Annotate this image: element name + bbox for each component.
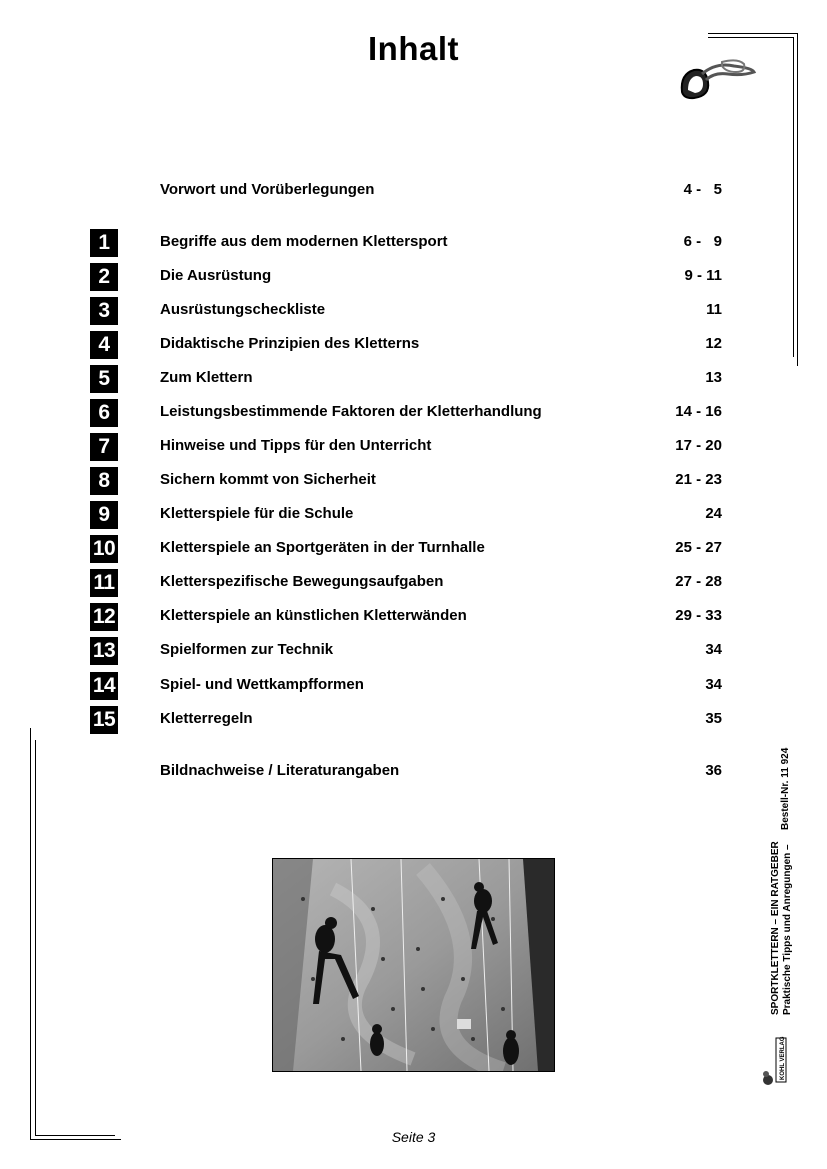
toc-entry-pages: 24 bbox=[705, 505, 722, 522]
chapter-number-badge: 8 bbox=[90, 467, 118, 495]
toc-entry-label: Bildnachweise / Literaturangaben bbox=[160, 762, 400, 779]
chapter-number-badge: 1 bbox=[90, 229, 118, 257]
toc-entry-pages: 34 bbox=[705, 641, 722, 658]
order-number: Bestell-Nr. 11 924 bbox=[780, 747, 791, 830]
chapter-number-badge: 5 bbox=[90, 365, 118, 393]
toc-entry[interactable] bbox=[0, 296, 827, 326]
toc-entry-pages: 4 - 5 bbox=[683, 181, 722, 198]
toc-entry-label: Die Ausrüstung bbox=[160, 267, 272, 284]
frame-left-vertical-inner bbox=[35, 740, 36, 1136]
chapter-number-badge: 7 bbox=[90, 433, 118, 461]
toc-entry-label: Spielformen zur Technik bbox=[160, 641, 334, 658]
toc-entry[interactable] bbox=[0, 602, 827, 632]
toc-entry-label: Sichern kommt von Sicherheit bbox=[160, 471, 376, 488]
toc-entry[interactable] bbox=[0, 568, 827, 598]
toc-entry-label: Zum Klettern bbox=[160, 369, 253, 386]
toc-entry[interactable] bbox=[0, 262, 827, 292]
page-number: Seite 3 bbox=[391, 1129, 436, 1145]
chapter-number-badge: 4 bbox=[90, 331, 118, 359]
chapter-number-badge: 2 bbox=[90, 263, 118, 291]
chapter-number-badge: 3 bbox=[90, 297, 118, 325]
toc-entry[interactable] bbox=[0, 364, 827, 394]
toc-entry-pages: 6 - 9 bbox=[683, 233, 722, 250]
toc-entry-pages: 17 - 20 bbox=[675, 437, 722, 454]
toc-entry[interactable] bbox=[0, 228, 827, 258]
toc-entry-pages: 21 - 23 bbox=[675, 471, 722, 488]
toc-entry-pages: 36 bbox=[705, 762, 722, 779]
toc-entry-label: Kletterregeln bbox=[160, 710, 253, 727]
toc-entry-label: Didaktische Prinzipien des Kletterns bbox=[160, 335, 420, 352]
publisher-name: KOHL VERLAG bbox=[780, 1036, 786, 1080]
page-title: Inhalt bbox=[368, 30, 459, 67]
toc-entry[interactable] bbox=[0, 534, 827, 564]
book-title-line: SPORTKLETTERN – EIN RATGEBER bbox=[770, 841, 781, 1015]
toc-entry-label: Leistungsbestimmende Faktoren der Kletterhandlung bbox=[160, 403, 542, 420]
toc-entry-pages: 27 - 28 bbox=[675, 573, 722, 590]
toc-entry-label: Spiel- und Wettkampfformen bbox=[160, 676, 364, 693]
toc-entry[interactable] bbox=[0, 432, 827, 462]
chapter-number-badge: 6 bbox=[90, 399, 118, 427]
toc-entry-pages: 14 - 16 bbox=[675, 403, 722, 420]
climbing-wall-image bbox=[273, 859, 554, 1071]
toc-entry-pages: 9 - 11 bbox=[684, 267, 722, 284]
toc-entry-label: Kletterspiele für die Schule bbox=[160, 505, 354, 522]
publisher-logo bbox=[760, 1030, 790, 1090]
toc-entry-label: Hinweise und Tipps für den Unterricht bbox=[160, 437, 432, 454]
toc-entry-label: Ausrüstungscheckliste bbox=[160, 301, 326, 318]
toc-entry[interactable] bbox=[0, 705, 827, 735]
toc-entry-label: Vorwort und Vorüberlegungen bbox=[160, 181, 375, 198]
toc-entry-outro[interactable] bbox=[0, 757, 827, 787]
chapter-number-badge: 11 bbox=[90, 569, 118, 597]
toc-entry-pages: 12 bbox=[705, 335, 722, 352]
toc-entry-pages: 25 - 27 bbox=[675, 539, 722, 556]
toc-entry-pages: 34 bbox=[705, 676, 722, 693]
chapter-number-badge: 15 bbox=[90, 706, 118, 734]
toc-entry-label: Begriffe aus dem modernen Klettersport bbox=[160, 233, 448, 250]
toc-entry-pages: 11 bbox=[706, 301, 722, 318]
chapter-number-badge: 14 bbox=[90, 672, 118, 700]
chapter-number-badge: 9 bbox=[90, 501, 118, 529]
book-subtitle bbox=[770, 841, 794, 1015]
toc-entry-label: Kletterspiele an künstlichen Kletterwänden bbox=[160, 607, 467, 624]
climbing-wall-photo bbox=[272, 858, 555, 1072]
toc-entry[interactable] bbox=[0, 671, 827, 701]
carabiner-icon bbox=[672, 52, 762, 104]
chapter-number-badge: 10 bbox=[90, 535, 118, 563]
toc-entry[interactable] bbox=[0, 398, 827, 428]
toc-entry-pages: 13 bbox=[705, 369, 722, 386]
toc-entry-pages: 35 bbox=[705, 710, 722, 727]
toc-entry-label: Kletterspiele an Sportgeräten in der Turnhalle bbox=[160, 539, 485, 556]
frame-left-vertical bbox=[30, 728, 31, 1140]
book-subtitle-line: Praktische Tipps und Anregungen – bbox=[782, 844, 793, 1015]
toc-entry[interactable] bbox=[0, 636, 827, 666]
chapter-number-badge: 12 bbox=[90, 603, 118, 631]
toc-entry-pages: 29 - 33 bbox=[675, 607, 722, 624]
toc-entry-label: Kletterspezifische Bewegungsaufgaben bbox=[160, 573, 444, 590]
toc-entry-intro[interactable] bbox=[0, 176, 827, 206]
chapter-number-badge: 13 bbox=[90, 637, 118, 665]
toc-entry[interactable] bbox=[0, 500, 827, 530]
toc-entry[interactable] bbox=[0, 466, 827, 496]
toc-entry[interactable] bbox=[0, 330, 827, 360]
